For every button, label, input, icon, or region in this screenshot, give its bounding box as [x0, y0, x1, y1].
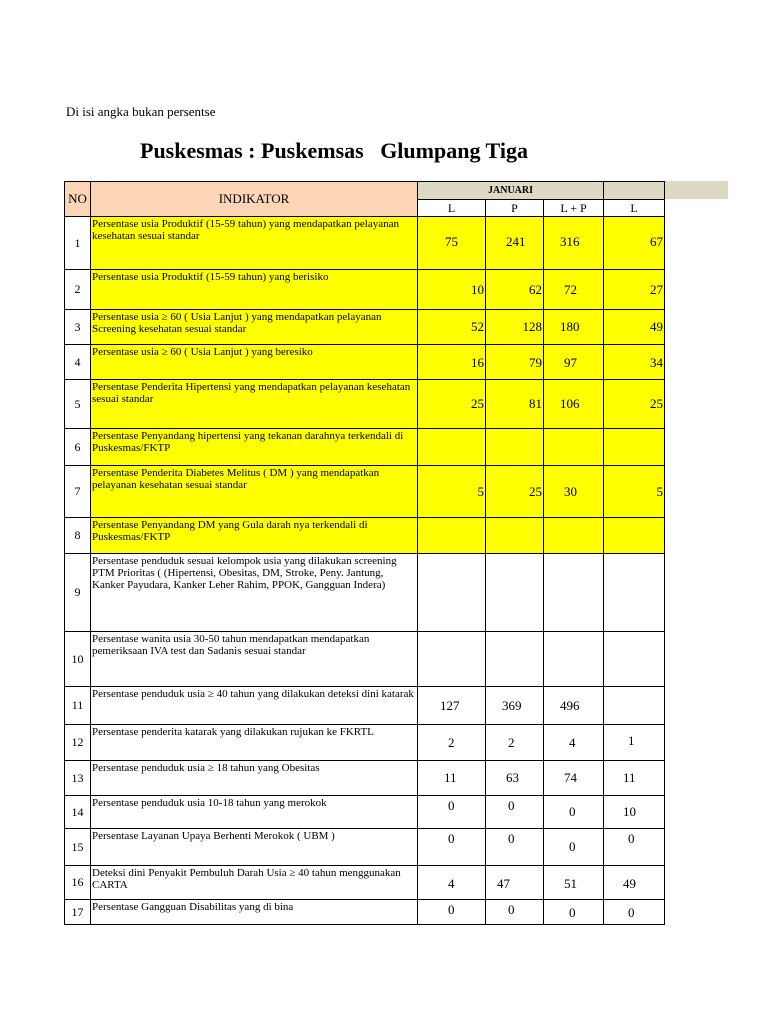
value-p: 62: [529, 282, 542, 297]
value-lp: 51: [564, 876, 577, 891]
value-l: 52: [471, 319, 484, 334]
indicator-cell: [91, 796, 418, 829]
value-l-next: 49: [623, 876, 636, 891]
table-row: [65, 796, 665, 829]
value-l-cell: [418, 466, 486, 518]
value-p: 241: [506, 234, 526, 249]
indicator-text: Persentase Penyandang hipertensi yang tekanan darahnya terkendali di Puskesmas/FKTP: [92, 430, 404, 454]
row-number: 5: [65, 380, 91, 429]
value-l-next: 0: [628, 831, 635, 846]
value-p-cell: [486, 829, 544, 866]
value-l: 75: [445, 234, 458, 249]
row-number: 7: [65, 466, 91, 518]
value-lp-cell: [544, 270, 604, 310]
value-l-next-cell: [604, 310, 665, 345]
value-l-next-cell: [604, 554, 665, 632]
table-row: [65, 687, 665, 725]
row-number: 11: [65, 687, 91, 725]
value-p-cell: [486, 687, 544, 725]
subheader-l: L: [418, 200, 486, 217]
value-l-next-cell: [604, 761, 665, 796]
value-l: 127: [440, 698, 460, 713]
value-l: 5: [477, 484, 484, 499]
value-lp-cell: [544, 900, 604, 925]
value-lp: 106: [560, 396, 580, 411]
indicator-cell: [91, 829, 418, 866]
value-l: 0: [448, 831, 455, 846]
indicator-cell: [91, 345, 418, 380]
value-l-next-cell: [604, 900, 665, 925]
value-l-next-cell: [604, 866, 665, 900]
indicator-table: [64, 181, 665, 925]
value-l: 11: [444, 770, 457, 785]
indicator-cell: [91, 217, 418, 270]
value-l-next: 34: [650, 355, 663, 370]
value-l-next: 10: [623, 804, 636, 819]
value-l-next-cell: [604, 796, 665, 829]
indicator-text: Persentase penderita katarak yang dilakukan rujukan ke FKRTL: [92, 726, 374, 738]
value-l-next-cell: [604, 345, 665, 380]
value-l-cell: [418, 310, 486, 345]
value-l-cell: [418, 632, 486, 687]
indicator-text: Persentase penduduk sesuai kelompok usia yang dilakukan screening PTM Prioritas ( (Hipertensi, Obesitas, DM, Stroke, Peny. Jantung, Kanker Payudara, Kanker Leher Rahim, PPOK, Gangguan Indera): [92, 555, 397, 591]
table-row: [65, 518, 665, 554]
indicator-cell: [91, 270, 418, 310]
value-p-cell: [486, 725, 544, 761]
value-p-cell: [486, 429, 544, 466]
value-p: 25: [529, 484, 542, 499]
value-l-next-cell: [604, 829, 665, 866]
value-l-cell: [418, 900, 486, 925]
value-lp-cell: [544, 725, 604, 761]
value-lp: 74: [564, 770, 577, 785]
row-number: 15: [65, 829, 91, 866]
value-l-next-cell: [604, 632, 665, 687]
value-l-cell: [418, 761, 486, 796]
value-l: 0: [448, 798, 455, 813]
header-indikator: INDIKATOR: [91, 182, 418, 217]
indicator-cell: [91, 900, 418, 925]
value-lp-cell: [544, 518, 604, 554]
value-p-cell: [486, 217, 544, 270]
value-lp: 180: [560, 319, 580, 334]
subheader-lp: L + P: [544, 200, 604, 217]
table-row: [65, 345, 665, 380]
indicator-text: Persentase penduduk usia ≥ 18 tahun yang Obesitas: [92, 762, 320, 774]
indicator-text: Persentase Penderita Diabetes Melitus ( DM ) yang mendapatkan pelayanan kesehatan sesuai standar: [92, 467, 380, 491]
value-p-cell: [486, 632, 544, 687]
value-p-cell: [486, 796, 544, 829]
indicator-text: Persentase usia Produktif (15-59 tahun) yang berisiko: [92, 271, 329, 283]
value-l-next-cell: [604, 380, 665, 429]
row-number: 14: [65, 796, 91, 829]
indicator-cell: [91, 761, 418, 796]
value-lp-cell: [544, 761, 604, 796]
indicator-text: Persentase penduduk usia ≥ 40 tahun yang dilakukan deteksi dini katarak: [92, 688, 414, 700]
value-lp-cell: [544, 866, 604, 900]
row-number: 2: [65, 270, 91, 310]
value-l-cell: [418, 554, 486, 632]
value-lp: 316: [560, 234, 580, 249]
page-title: Puskesmas : Puskemsas Glumpang Tiga: [140, 138, 528, 163]
indicator-cell: [91, 554, 418, 632]
table-row: [65, 217, 665, 270]
row-number: 12: [65, 725, 91, 761]
indicator-text: Persentase Layanan Upaya Berhenti Merokok ( UBM ): [92, 830, 335, 842]
value-lp-cell: [544, 345, 604, 380]
table-row: [65, 866, 665, 900]
value-l: 0: [448, 902, 455, 917]
value-p: 0: [508, 902, 515, 917]
value-p: 63: [506, 770, 519, 785]
header-no: NO: [65, 182, 91, 217]
value-l-cell: [418, 518, 486, 554]
value-l-next: 49: [650, 319, 663, 334]
indicator-text: Persentase wanita usia 30-50 tahun mendapatkan mendapatkan pemeriksaan IVA test dan Sadanis sesuai standar: [92, 633, 370, 657]
row-number: 16: [65, 866, 91, 900]
value-l-cell: [418, 217, 486, 270]
value-p-cell: [486, 554, 544, 632]
indicator-text: Persentase usia ≥ 60 ( Usia Lanjut ) yang mendapatkan pelayanan Screening kesehatan sesuai standar: [92, 311, 382, 335]
row-number: 17: [65, 900, 91, 925]
indicator-cell: [91, 466, 418, 518]
value-lp: 4: [569, 735, 576, 750]
row-number: 13: [65, 761, 91, 796]
indicator-cell: [91, 429, 418, 466]
value-lp: 72: [564, 282, 577, 297]
indicator-text: Persentase Penderita Hipertensi yang mendapatkan pelayanan kesehatan sesuai standar: [92, 381, 411, 405]
table-row: [65, 466, 665, 518]
value-p-cell: [486, 518, 544, 554]
value-lp: 496: [560, 698, 580, 713]
value-l: 16: [471, 355, 484, 370]
row-number: 6: [65, 429, 91, 466]
value-l: 25: [471, 396, 484, 411]
value-l-cell: [418, 687, 486, 725]
value-lp: 97: [564, 355, 577, 370]
value-lp-cell: [544, 554, 604, 632]
value-l-next-cell: [604, 687, 665, 725]
table-row: [65, 900, 665, 925]
value-lp-cell: [544, 380, 604, 429]
indicator-text: Persentase Penyandang DM yang Gula darah nya terkendali di Puskesmas/FKTP: [92, 519, 368, 543]
value-l-next-cell: [604, 518, 665, 554]
value-l-next-cell: [604, 725, 665, 761]
value-lp-cell: [544, 429, 604, 466]
header-month: JANUARI: [418, 182, 604, 200]
value-l-next: 5: [656, 484, 663, 499]
value-l: 4: [448, 876, 455, 891]
indicator-cell: [91, 866, 418, 900]
value-l: 10: [471, 282, 484, 297]
value-p: 2: [508, 735, 515, 750]
row-number: 1: [65, 217, 91, 270]
value-l-next-cell: [604, 270, 665, 310]
value-l-cell: [418, 829, 486, 866]
value-lp: 0: [569, 804, 576, 819]
row-number: 10: [65, 632, 91, 687]
value-l-next: 25: [650, 396, 663, 411]
value-lp: 0: [569, 905, 576, 920]
value-p-cell: [486, 866, 544, 900]
table-row: [65, 725, 665, 761]
subheader-p: P: [486, 200, 544, 217]
value-p-cell: [486, 270, 544, 310]
row-number: 3: [65, 310, 91, 345]
value-lp-cell: [544, 310, 604, 345]
value-p-cell: [486, 466, 544, 518]
indicator-cell: [91, 632, 418, 687]
value-l-cell: [418, 380, 486, 429]
indicator-cell: [91, 310, 418, 345]
value-lp-cell: [544, 217, 604, 270]
value-lp-cell: [544, 829, 604, 866]
value-p: 81: [529, 396, 542, 411]
table-row: [65, 270, 665, 310]
indicator-cell: [91, 725, 418, 761]
value-l-cell: [418, 429, 486, 466]
indicator-cell: [91, 380, 418, 429]
value-lp-cell: [544, 632, 604, 687]
value-lp: 30: [564, 484, 577, 499]
value-l-next: 67: [650, 234, 663, 249]
value-lp-cell: [544, 466, 604, 518]
value-l-next: 27: [650, 282, 663, 297]
value-l-next: 11: [623, 770, 636, 785]
table-row: [65, 429, 665, 466]
value-l-next: 0: [628, 905, 635, 920]
value-l-next: 1: [628, 733, 635, 748]
indicator-text: Persentase penduduk usia 10-18 tahun yang merokok: [92, 797, 327, 809]
table-row: [65, 554, 665, 632]
value-p-cell: [486, 345, 544, 380]
row-number: 4: [65, 345, 91, 380]
indicator-text: Persentase usia ≥ 60 ( Usia Lanjut ) yang beresiko: [92, 346, 313, 358]
table-row: [65, 310, 665, 345]
table-row: [65, 380, 665, 429]
row-number: 8: [65, 518, 91, 554]
instruction-note: Di isi angka bukan persentse: [66, 104, 216, 119]
indicator-cell: [91, 518, 418, 554]
value-l-cell: [418, 725, 486, 761]
value-lp-cell: [544, 796, 604, 829]
header-row: [65, 182, 665, 200]
value-l-next-cell: [604, 217, 665, 270]
value-lp: 0: [569, 839, 576, 854]
row-number: 9: [65, 554, 91, 632]
value-p: 0: [508, 831, 515, 846]
indicator-text: Persentase Gangguan Disabilitas yang di bina: [92, 901, 294, 913]
value-l-cell: [418, 345, 486, 380]
value-p-cell: [486, 380, 544, 429]
value-lp-cell: [544, 687, 604, 725]
value-p: 369: [502, 698, 522, 713]
value-p: 128: [522, 319, 542, 334]
value-l-next-cell: [604, 466, 665, 518]
value-p: 79: [529, 355, 542, 370]
value-p: 0: [508, 798, 515, 813]
table-row: [65, 632, 665, 687]
indicator-cell: [91, 687, 418, 725]
header-next-month: [604, 182, 665, 200]
value-p-cell: [486, 761, 544, 796]
table-row: [65, 761, 665, 796]
indicator-text: Deteksi dini Penyakit Pembuluh Darah Usia ≥ 40 tahun menggunakan CARTA: [92, 867, 401, 891]
value-l-cell: [418, 270, 486, 310]
value-p: 47: [497, 876, 510, 891]
subheader-l-next: L: [604, 200, 665, 217]
value-l-next-cell: [604, 429, 665, 466]
indicator-text: Persentase usia Produktif (15-59 tahun) yang mendapatkan pelayanan kesehatan sesuai standar: [92, 218, 399, 242]
table-row: [65, 829, 665, 866]
value-p-cell: [486, 310, 544, 345]
value-l-cell: [418, 796, 486, 829]
value-l: 2: [448, 735, 455, 750]
value-p-cell: [486, 900, 544, 925]
value-l-cell: [418, 866, 486, 900]
